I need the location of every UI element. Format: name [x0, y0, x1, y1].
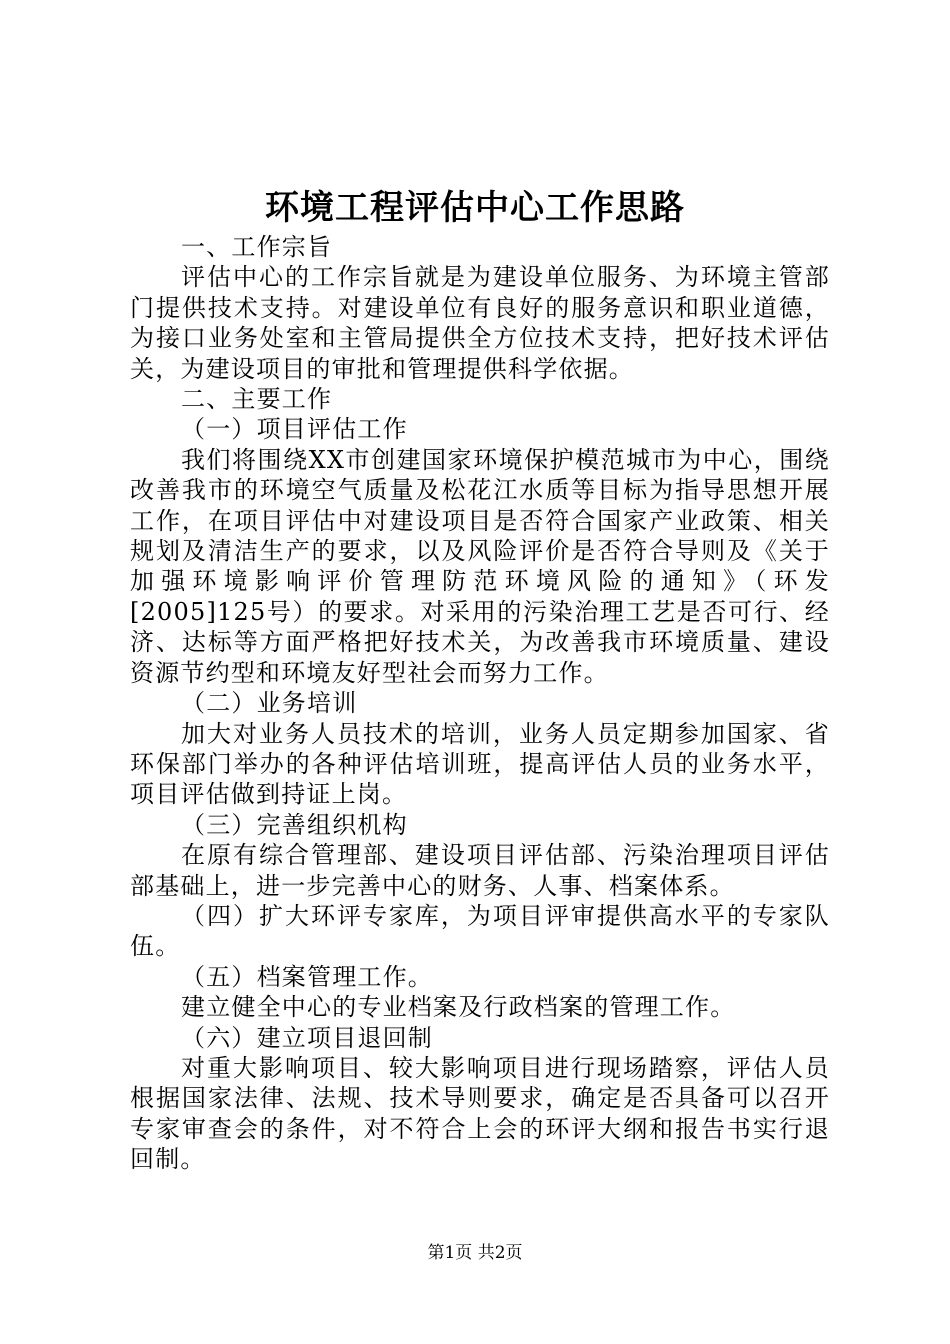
body-paragraph: 我们将围绕XX市创建国家环境保护模范城市为中心，围绕改善我市的环境空气质量及松花江水质等目标为指导思想开展工作，在项目评估中对建设项目是否符合国家产业政策、相关规划及清洁生产的要求，以及风险评价是否符合导则及《关于加强环境影响评价管理防范环境风险的通知》（环发[2005]125号）的要求。对采用的污染治理工艺是否可行、经济、达标等方面严格把好技术关，为改善我市环境质量、建设资源节约型和环境友好型社会而努力工作。	[130, 445, 830, 687]
document-body	[130, 232, 830, 1175]
subsection-heading: （五）档案管理工作。	[181, 962, 433, 991]
body-paragraph: 评估中心的工作宗旨就是为建设单位服务、为环境主管部门提供技术支持。对建设单位有良好的服务意识和职业道德，为接口业务处室和主管局提供全方位技术支持，把好技术评估关，为建设项目的审批和管理提供科学依据。	[130, 263, 830, 383]
subsection-heading: （一）项目评估工作	[181, 415, 408, 444]
section-heading: 二、主要工作	[181, 385, 333, 414]
body-paragraph: 在原有综合管理部、建设项目评估部、污染治理项目评估部基础上，进一步完善中心的财务、人事、档案体系。	[130, 841, 830, 900]
subsection-heading: （四）扩大环评专家库，为项目评审提供高水平的专家队伍。	[130, 901, 830, 961]
body-paragraph: 建立健全中心的专业档案及行政档案的管理工作。	[181, 993, 736, 1022]
document-title: 环境工程评估中心工作思路	[265, 188, 685, 228]
subsection-heading: （三）完善组织机构	[181, 810, 408, 839]
page-footer: 第1页 共2页	[427, 1243, 523, 1263]
body-paragraph: 加大对业务人员技术的培训，业务人员定期参加国家、省环保部门举办的各种评估培训班，提高评估人员的业务水平，项目评估做到持证上岗。	[130, 719, 830, 809]
section-heading: 一、工作宗旨	[181, 233, 333, 261]
subsection-heading: （二）业务培训	[181, 689, 358, 718]
body-paragraph: 对重大影响项目、较大影响项目进行现场踏察，评估人员根据国家法律、法规、技术导则要求，确定是否具备可以召开专家审查会的条件，对不符合上会的环评大纲和报告书实行退回制。	[130, 1053, 830, 1174]
subsection-heading: （六）建立项目退回制	[181, 1023, 433, 1052]
